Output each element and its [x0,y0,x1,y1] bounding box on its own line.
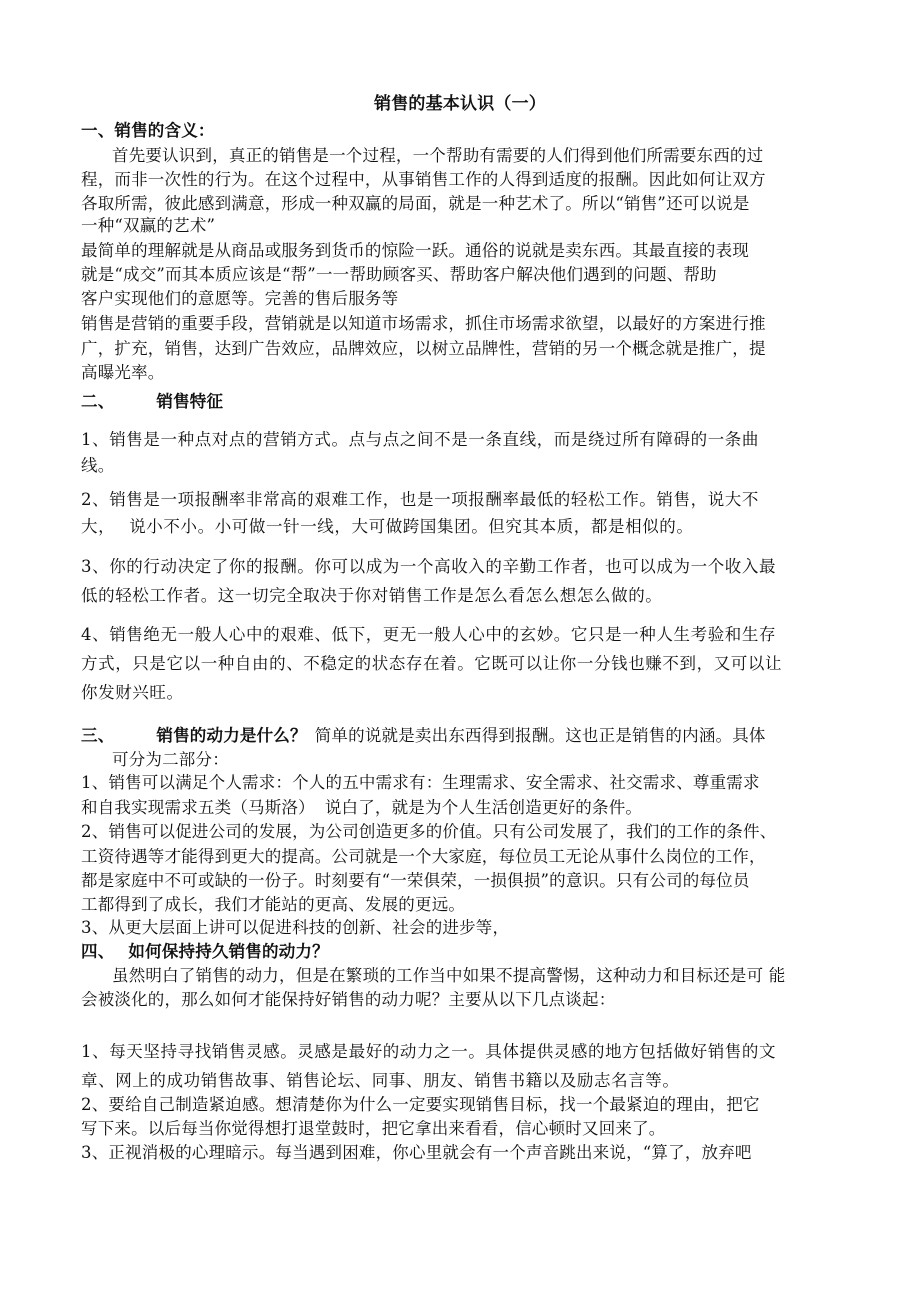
s4-item3-line-1: 3、正视消极的心理暗示。每当遇到困难，你心里就会有一个声音跳出来说，“算了，放弃吧 [81,1143,752,1162]
section-2-title: 销售特征 [156,392,224,411]
s1-p1-line-3: 各取所需，彼此感到满意，形成一种双赢的局面，就是一种艺术了。所以“销售”还可以说是 [81,194,750,213]
s1-p1-line-1: 首先要认识到，真正的销售是一个过程，一个帮助有需要的人们得到他们所需要东西的过 [112,146,764,165]
s1-p2-line-3: 客户实现他们的意愿等。完善的售后服务等 [81,289,399,308]
s2-item1-line-2: 线。 [81,456,115,475]
s2-item1-line-1: 1、销售是一种点对点的营销方式。点与点之间不是一条直线，而是绕过所有障碍的一条曲 [81,430,759,449]
section-2-number: 二、 [81,392,115,411]
s1-p3-line-2: 广，扩充，销售，达到广告效应，品牌效应，以树立品牌性，营销的另一个概念就是推广，提 [81,339,766,358]
s3-item1-line-2a: 和自我实现需求五类（马斯洛） [81,798,315,817]
section-3-intro-cont: 可分为二部分： [112,750,229,769]
s2-item2-line-1: 2、销售是一项报酬率非常高的艰难工作，也是一项报酬率最低的轻松工作。销售，说大不 [81,490,759,509]
document-title: 销售的基本认识（一） [374,94,546,114]
section-1-heading: 一、销售的含义： [81,121,215,140]
s1-p1-line-2: 程，而非一次性的行为。在这个过程中，从事销售工作的人得到适度的报酬。因此如何让双方 [81,170,766,189]
s1-p2-line-1: 最简单的理解就是从商品或服务到货币的惊险一跃。通俗的说就是卖东西。其最直接的表现 [81,241,749,260]
s2-item2-line-2b: 说小不小。小可做一针一线，大可做跨国集团。但究其本质，都是相似的。 [129,517,694,536]
section-4-number: 四、 [81,942,115,961]
s2-item4-line-1: 4、销售绝无一般人心中的艰难、低下，更无一般人心中的玄妙。它只是一种人生考验和生存 [81,625,777,644]
s2-item3-line-2: 低的轻松工作者。这一切完全取决于你对销售工作是怎么看怎么想怎么做的。 [81,586,663,605]
s2-item4-line-3: 你发财兴旺。 [81,683,184,702]
s2-item2-line-2a: 大， [81,517,116,536]
s3-item2-line-4: 工都得到了成长，我们才能站的更高、发展的更远。 [81,895,466,914]
s2-item2-line-2 [81,515,841,539]
s1-p1-line-4: 一种“双赢的艺术” [81,216,216,235]
s4-item1-line-2: 章、网上的成功销售故事、销售论坛、同事、朋友、销售书籍以及励志名言等。 [81,1071,680,1090]
section-3-title: 销售的动力是什么？ [156,726,307,745]
section-3-intro: 简单的说就是卖出东西得到报酬。这也正是销售的内涵。具体 [314,726,766,745]
s4-item1-line-1: 1、每天坚持寻找销售灵感。灵感是最好的动力之一。具体提供灵感的地方包括做好销售的文 [81,1042,777,1061]
s3-item2-line-2: 工资待遇等才能得到更大的提高。公司就是一个大家庭，每位员工无论从事什么岗位的工作， [81,847,766,866]
s3-item2-line-1: 2、销售可以促进公司的发展，为公司创造更多的价值。只有公司发展了，我们的工作的条件、 [81,822,777,841]
section-4-title: 如何保持持久销售的动力？ [128,942,329,961]
section-3-number: 三、 [81,726,115,745]
s3-item1-line-1: 1、销售可以满足个人需求：个人的五中需求有：生理需求、安全需求、社交需求、尊重需求 [81,773,760,792]
s1-p3-line-1: 销售是营销的重要手段，营销就是以知道市场需求，抓住市场需求欲望，以最好的方案进行推 [81,314,766,333]
s4-item2-line-1: 2、要给自己制造紧迫感。想清楚你为什么一定要实现销售目标，找一个最紧迫的理由，把它 [81,1095,760,1114]
section-3-heading [81,724,841,748]
s2-item3-line-1: 3、你的行动决定了你的报酬。你可以成为一个高收入的辛勤工作者，也可以成为一个收入最 [81,557,777,576]
section-4-heading [81,940,841,964]
s2-item4-line-2: 方式，只是它以一种自由的、不稳定的状态存在着。它既可以让你一分钱也赚不到，又可以让 [81,654,783,673]
s1-p2-line-2: 就是“成交”而其本质应该是“帮”一一帮助顾客买、帮助客户解决他们遇到的问题、帮助 [81,265,717,284]
s3-item1-line-2 [81,796,841,820]
section-2-heading [81,390,841,414]
s3-item3-line-1: 3、从更大层面上讲可以促进科技的创新、社会的进步等， [81,918,510,937]
s4-p1-line-2: 会被淡化的，那么如何才能保持好销售的动力呢？主要从以下几点谈起： [81,990,616,1009]
s4-p1-line-1: 虽然明白了销售的动力，但是在繁琐的工作当中如果不提高警惕，这种动力和目标还是可 能 [112,966,786,985]
s3-item1-line-2b: 说白了，就是为个人生活创造更好的条件。 [324,798,643,817]
s3-item2-line-3: 都是家庭中不可或缺的一份子。时刻要有“一荣俱荣，一损俱损”的意识。只有公司的每位员 [81,871,750,890]
s1-p3-line-3: 高曝光率。 [81,363,165,382]
s4-item2-line-2: 写下来。以后每当你觉得想打退堂鼓时，把它拿出来看看，信心顿时又回来了。 [81,1119,666,1138]
